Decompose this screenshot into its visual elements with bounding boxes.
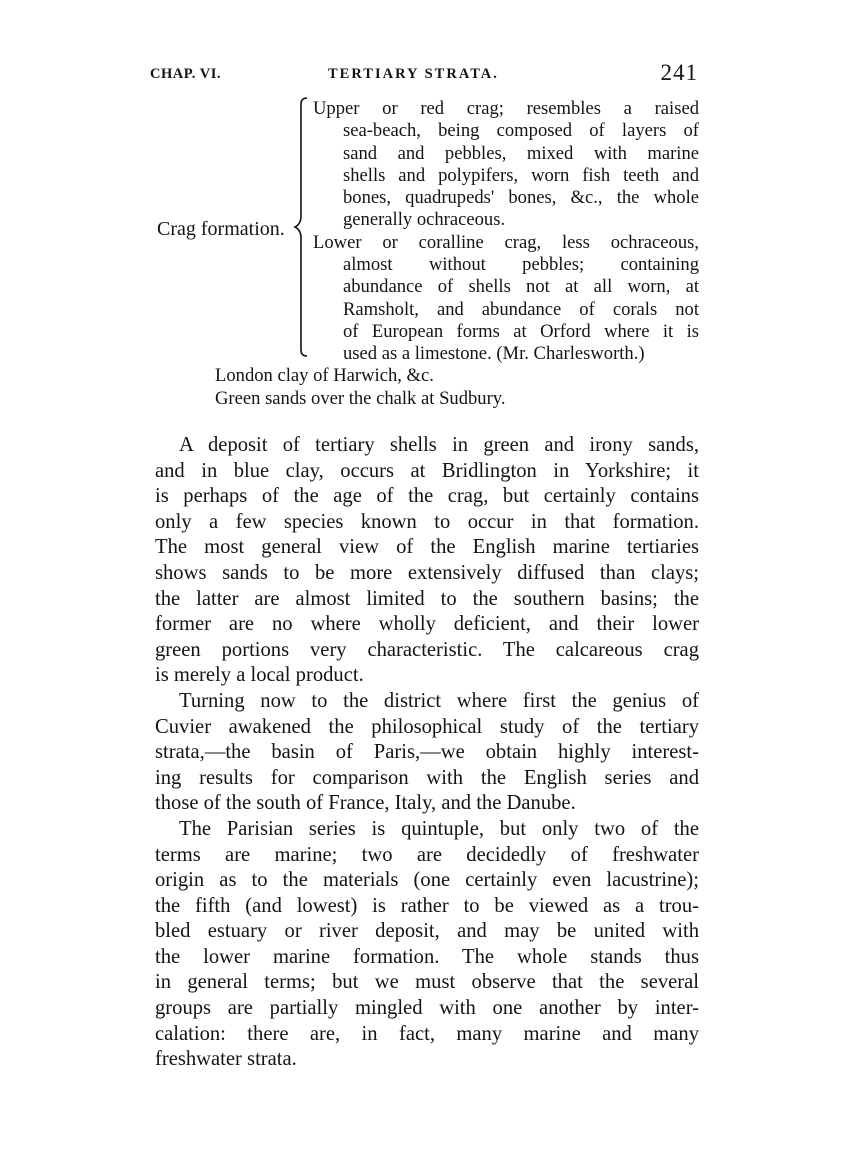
upper-crag-entry [313, 98, 699, 232]
text-line: A deposit of tertiary shells in green and irony sands, [179, 434, 699, 456]
crag-formation-label: Crag formation. [157, 218, 285, 240]
text-line: and in blue clay, occurs at Bridlington in Yorkshire; it [155, 459, 699, 482]
text-line: Lower or coralline crag, less ochraceous, [313, 231, 699, 253]
text-line: shells and polypifers, worn fish teeth and [343, 164, 699, 186]
crag-formation-list [313, 98, 699, 366]
text-line: strata,—the basin of Paris,—we obtain highly interest- [155, 741, 699, 764]
text-line: Cuvier awakened the philosophical study of the tertiary [155, 715, 699, 738]
paragraph [155, 817, 699, 1073]
text-line: is perhaps of the age of the crag, but certainly contains [155, 485, 699, 508]
text-line: former are no where wholly deficient, and their lower [155, 613, 699, 636]
running-head [150, 60, 698, 88]
text-line: sand and pebbles, mixed with marine [343, 142, 699, 164]
text-line: calation: there are, in fact, many marine and many [155, 1022, 699, 1045]
text-line: bones, quadrupeds' bones, &c., the whole [343, 187, 699, 209]
running-title: TERTIARY STRATA. [328, 66, 499, 82]
text-line: Upper or red crag; resembles a raised [313, 98, 699, 119]
text-line: generally ochraceous. [343, 209, 506, 231]
paragraph [155, 689, 699, 817]
text-line: freshwater strata. [155, 1048, 297, 1071]
text-line: Turning now to the district where first the genius of [179, 689, 699, 712]
text-line: groups are partially mingled with one another by inter- [155, 997, 699, 1020]
text-line: Ramsholt, and abundance of corals not [343, 298, 699, 320]
text-line: abundance of shells not at all worn, at [343, 276, 699, 298]
page-number: 241 [660, 60, 698, 85]
text-line: The most general view of the English marine tertiaries [155, 536, 699, 559]
lower-crag-entry [313, 232, 699, 366]
text-line: used as a limestone. (Mr. Charlesworth.) [343, 343, 645, 365]
text-line: ing results for comparison with the English series and [155, 766, 699, 789]
text-line: those of the south of France, Italy, and the Danube. [155, 792, 576, 815]
curly-brace-icon [293, 96, 311, 358]
chapter-label: CHAP. VI. [150, 66, 221, 82]
text-line: the latter are almost limited to the southern basins; the [155, 587, 699, 610]
text-line: origin as to the materials (one certainly even lacustrine); [155, 869, 699, 892]
text-line: the lower marine formation. The whole stands thus [155, 945, 699, 968]
text-line: sea-beach, being composed of layers of [343, 120, 699, 142]
other-strata-list [215, 365, 506, 410]
text-line: bled estuary or river deposit, and may be united with [155, 920, 699, 943]
text-line: the fifth (and lowest) is rather to be viewed as a trou- [155, 894, 699, 917]
text-line: is merely a local product. [155, 664, 364, 687]
green-sands-line: Green sands over the chalk at Sudbury. [215, 387, 506, 409]
text-line: of European forms at Orford where it is [343, 320, 699, 342]
london-clay-line: London clay of Harwich, &c. [215, 365, 434, 386]
paragraph [155, 433, 699, 689]
text-line: in general terms; but we must observe that the several [155, 971, 699, 994]
text-line: terms are marine; two are decidedly of freshwater [155, 843, 699, 866]
body-text [155, 433, 699, 1073]
text-line: only a few species known to occur in that formation. [155, 510, 699, 533]
text-line: almost without pebbles; containing [343, 254, 699, 276]
text-line: The Parisian series is quintuple, but only two of the [179, 817, 699, 840]
text-line: shows sands to be more extensively diffused than clays; [155, 561, 699, 584]
text-line: green portions very characteristic. The calcareous crag [155, 638, 699, 661]
